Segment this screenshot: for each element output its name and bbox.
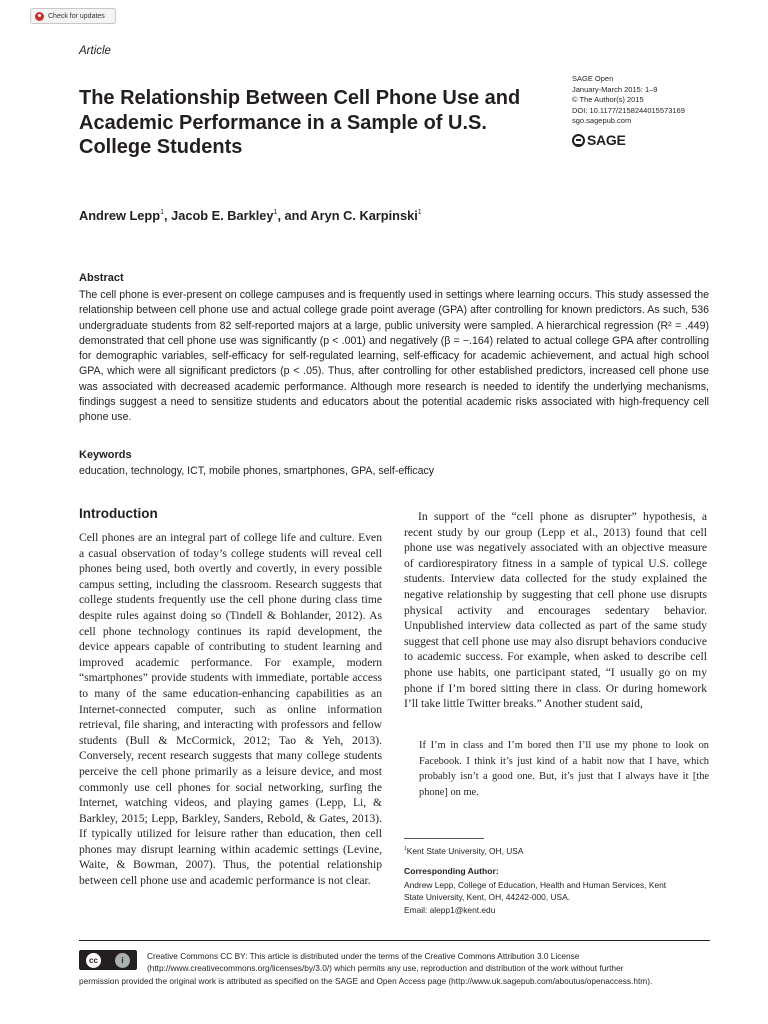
sage-logo-icon: [572, 134, 585, 147]
keywords-list: education, technology, ICT, mobile phones, smartphones, GPA, self-efficacy: [79, 465, 435, 477]
author-name: Andrew Lepp: [79, 208, 161, 223]
check-for-updates-label: Check for updates: [48, 12, 105, 20]
block-quote: If I’m in class and I’m bored then I’ll use my phone to look on Facebook. I think it’s just kind of a habit now that I have, which probably isn’t a good one. But, it’s just that I always have it [the phone] on me.: [419, 740, 709, 798]
footnote-divider: [404, 838, 484, 839]
article-type-label: Article: [79, 45, 111, 57]
corresponding-author-details: Andrew Lepp, College of Education, Health and Human Services, Kent State University, Kent, OH, 44242-000, USA. Email: alepp1@kent.edu: [404, 879, 714, 916]
journal-issue: January-March 2015: 1–9: [572, 84, 658, 94]
corresponding-email[interactable]: Email: alepp1@kent.edu: [404, 904, 496, 915]
journal-name: SAGE Open: [572, 74, 614, 83]
journal-url[interactable]: sgo.sagepub.com: [572, 116, 632, 126]
introduction-paragraph: Cell phones are an integral part of college life and culture. Even a casual observation of today’s college students will reveal cell phones being used, both overtly and covertly, in every possible campus setting, including the classroom. Research suggests that college students frequently use the cell phone during class time despite rules against doing so (Tindell & Bohlander, 2012). As cell phone technology continues its rapid development, the device appears capable of contributing to student learning and improved academic performance. For example, modern “smartphones” provide students with immediate, portable access to many of the same education-enhancing capabilities as an Internet-connected computer, such as online information retrieval, file sharing, and interacting with professors and fellow students (Bull & McCormick, 2012; Tao & Yeh, 2013). Conversely, recent research suggests that many college students perceive the cell phone primarily as a leisure device, and most commonly use cell phones for social networking, surfing the Internet, watching videos, and playing games (Lepp, Li, & Barkley, 2015; Lepp, Barkley, Sanders, Rebold, & Gates, 2013). If typically utilized for leisure rather than education, then cell phones may disrupt learning within academic settings (Levine, Waite, & Bowman, 2007). Thus, the potential relationship between cell phone use and academic performance is not clear.: [79, 531, 382, 888]
sage-logo: [572, 132, 625, 148]
author-name: Jacob E. Barkley: [171, 208, 274, 223]
sage-logo-text: SAGE: [587, 132, 626, 148]
affiliation-marker: 1: [417, 209, 422, 216]
check-for-updates-badge[interactable]: [30, 8, 116, 24]
creative-commons-icon: cc: [86, 953, 101, 968]
journal-doi[interactable]: DOI: 10.1177/2158244015573169: [572, 105, 685, 115]
body-column-right: [404, 509, 707, 712]
introduction-paragraph: In support of the “cell phone as disrupter” hypothesis, a recent study by our group (Lepp et al., 2013) found that cell phone use was negatively associated with an objective measure of cardiorespiratory fitness in a sample of typical U.S. college students. Interview data collected for the study explained the negative relationship by suggesting that cell phone use disrupts physical activity and encourages sedentary behavior. Unpublished interview data collected as part of the same study suggest that cell phone use may also disrupt behaviors conducive to academic success. For example, when asked to describe cell phone use habits, one participant stated, “I usually go on my phone if I’m bored sitting there in class. Or during homework I’ll take little Twitter breaks.” Another student said,: [404, 510, 707, 711]
cc-by-badge[interactable]: [79, 950, 137, 970]
paper-title: The Relationship Between Cell Phone Use and Academic Performance in a Sample of U.S. College Students: [79, 87, 521, 158]
abstract-heading: Abstract: [79, 272, 124, 284]
affiliation-marker: 1: [160, 209, 164, 216]
introduction-heading: Introduction: [79, 506, 158, 521]
affiliation-marker: 1: [273, 209, 278, 216]
corresponding-author-heading: Corresponding Author:: [404, 866, 499, 876]
update-icon: [35, 12, 44, 21]
affiliation-footnote: $^1$Kent State University, OH, USA: [404, 846, 524, 856]
journal-info: [572, 74, 685, 127]
license-text: Creative Commons CC BY: This article is distributed under the terms of the Creative Commons Attribution 3.0 License (http://www.creativecommons.org/licenses/by/3.0/) which permits any use, reproduction and distribution of the work without further permission provided the original work is attributed as specified on the SAGE and Open Access page (http://www.uk.sagepub.com/aboutus/openaccess.htm).: [79, 951, 653, 986]
author-list: Andrew Lepp$^1$, Jacob E. Barkley$^1$, and Aryn C. Karpinski$^1$: [79, 208, 422, 223]
abstract-body: The cell phone is ever-present on college campuses and is frequently used in settings where learning occurs. This study assessed the relationship between cell phone use and actual college grade point average (GPA) after controlling for known predictors. As such, 536 undergraduate students from 82 self-reported majors at a large, public university were sampled. A hierarchical regression (R² = .449) demonstrated that cell phone use was significantly (p < .001) and negatively (β = −.164) related to actual college GPA after controlling for demographic variables, self-efficacy for self-regulated learning, self-efficacy for academic achievement, and actual high school GPA, which were all significant predictors (p < .05). Thus, after controlling for other established predictors, increased cell phone use was associated with decreased academic performance. Although more research is needed to identify the underlying mechanisms, findings suggest a need to sensitize students and educators about the potential academic risks associated with high-frequency cell phone use.: [79, 289, 709, 424]
attribution-icon: i: [115, 953, 130, 968]
keywords-heading: Keywords: [79, 449, 132, 461]
author-name: Aryn C. Karpinski: [310, 208, 418, 223]
journal-copyright: © The Author(s) 2015: [572, 95, 644, 105]
license-divider: [79, 940, 710, 941]
